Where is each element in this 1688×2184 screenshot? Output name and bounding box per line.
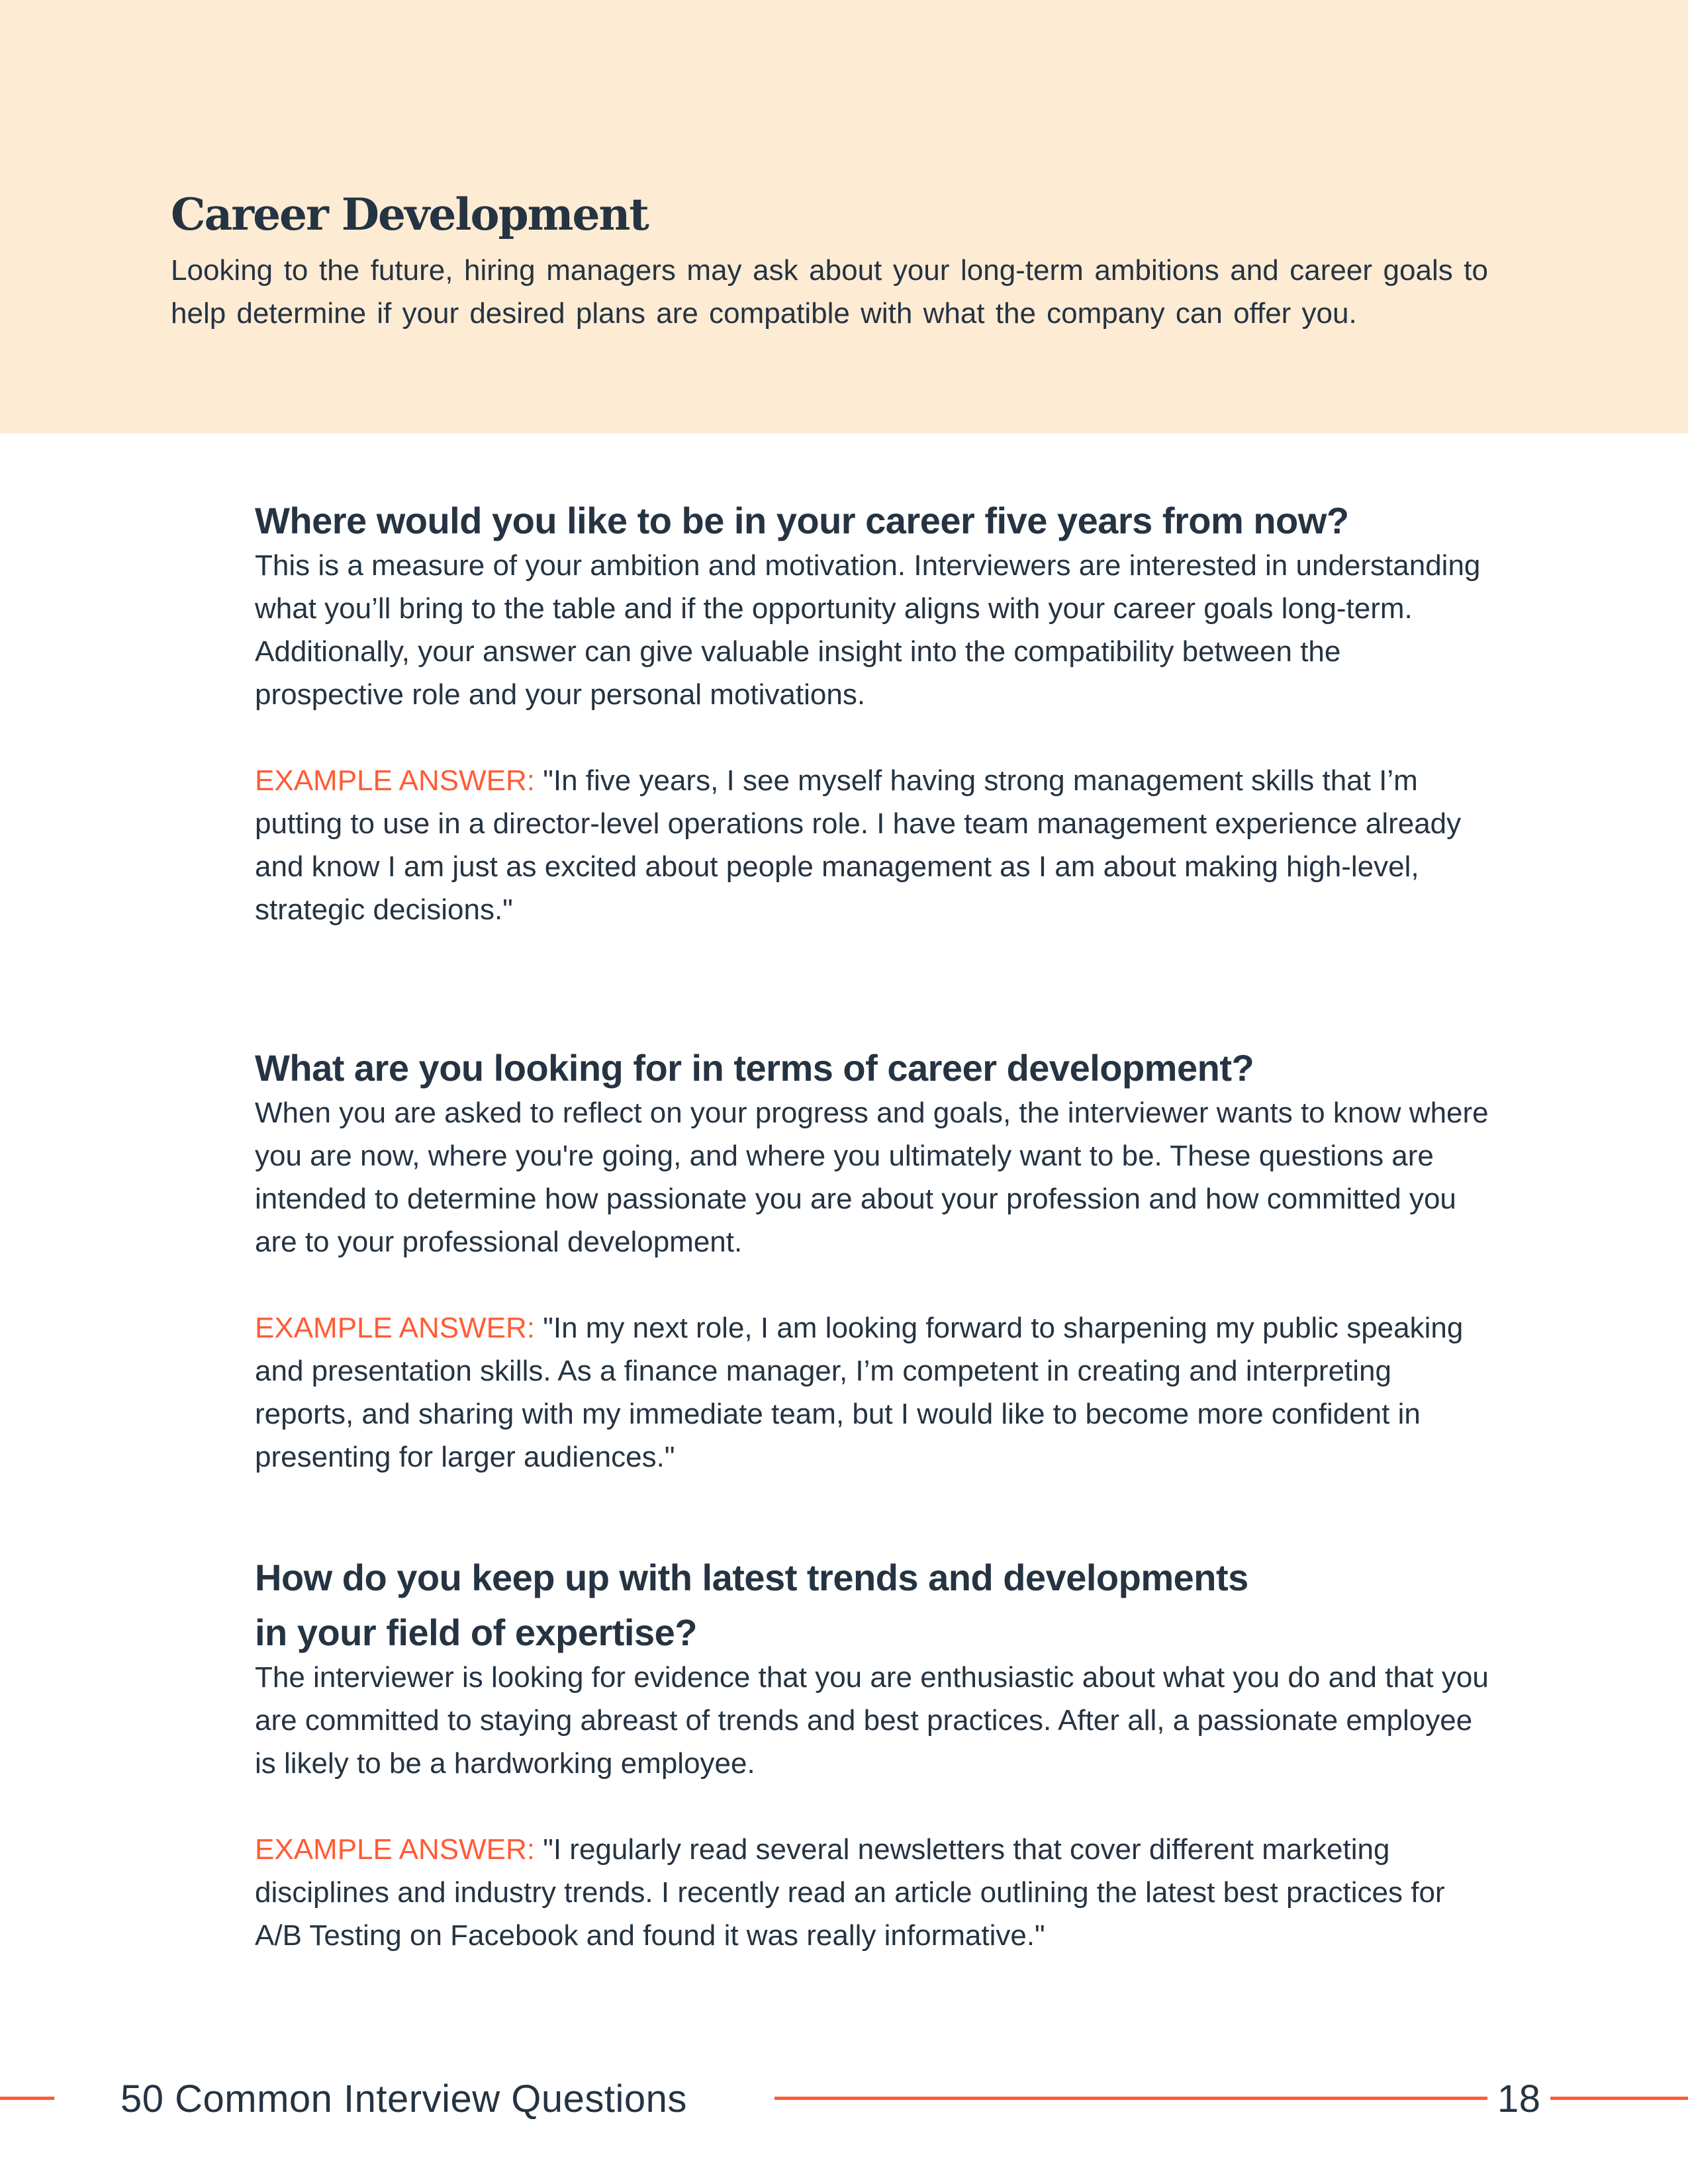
question-body: This is a measure of your ambition and motivation. Interviewers are interested in understanding what you’ll bring to the table and if the opportunity aligns with your career goals long-term. Additionally, your answer can give valuable insight into the compatibility between the prospective role and your personal motivations. [255,549,1481,711]
example-answer-label: EXAMPLE ANSWER: [255,1833,536,1866]
example-answer-label: EXAMPLE ANSWER: [255,764,536,797]
page-title: Career Development [171,189,648,240]
example-answer-text: "In my next role, I am looking forward to sharpening my public speaking and presentation skills. As a finance manager, I’m competent in creating and interpreting reports, and sharing with my immediate team, but I would like to become more confident in presenting for larger audiences." [255,1312,1464,1473]
footer-rule-middle [774,2097,1487,2100]
example-answer [255,759,1493,931]
example-answer [255,1828,1493,1957]
example-answer [255,1306,1493,1479]
question-section-3 [255,1550,1493,1957]
question-section-2 [255,1040,1493,1479]
question-heading [255,1550,1493,1660]
question-heading: What are you looking for in terms of career development? [255,1047,1254,1089]
question-heading: Where would you like to be in your career five years from now? [255,500,1349,541]
question-heading-line-2: in your field of expertise? [255,1612,697,1653]
question-heading-line-1: How do you keep up with latest trends and developments [255,1557,1248,1598]
question-body: When you are asked to reflect on your progress and goals, the interviewer wants to know where you are now, where you're going, and where you ultimately want to be. These questions are intended to determine how passionate you are about your profession and how committed you are to your professional development. [255,1097,1489,1258]
question-body: The interviewer is looking for evidence that you are enthusiastic about what you do and that you are committed to staying abreast of trends and best practices. After all, a passionate employee is likely to be a hardworking employee. [255,1661,1489,1780]
intro-paragraph: Looking to the future, hiring managers may ask about your long-term ambitions and career goals to help determine if your desired plans are compatible with what the company can offer you. [171,254,1488,330]
footer-rule-left [0,2097,54,2100]
page-number: 18 [1497,2077,1541,2120]
example-answer-text: "I regularly read several newsletters that cover different marketing disciplines and industry trends. I recently read an article outlining the latest best practices for A/B Testing on Facebook and found it was really informative." [255,1833,1445,1952]
footer-document-title: 50 Common Interview Questions [120,2077,687,2120]
example-answer-text: "In five years, I see myself having strong management skills that I’m putting to use in a director-level operations role. I have team management experience already and know I am just as excited about people management as I am about making high-level, strategic decisions." [255,764,1462,926]
footer-rule-right [1550,2097,1688,2100]
example-answer-label: EXAMPLE ANSWER: [255,1312,536,1344]
question-section-1 [255,493,1493,931]
